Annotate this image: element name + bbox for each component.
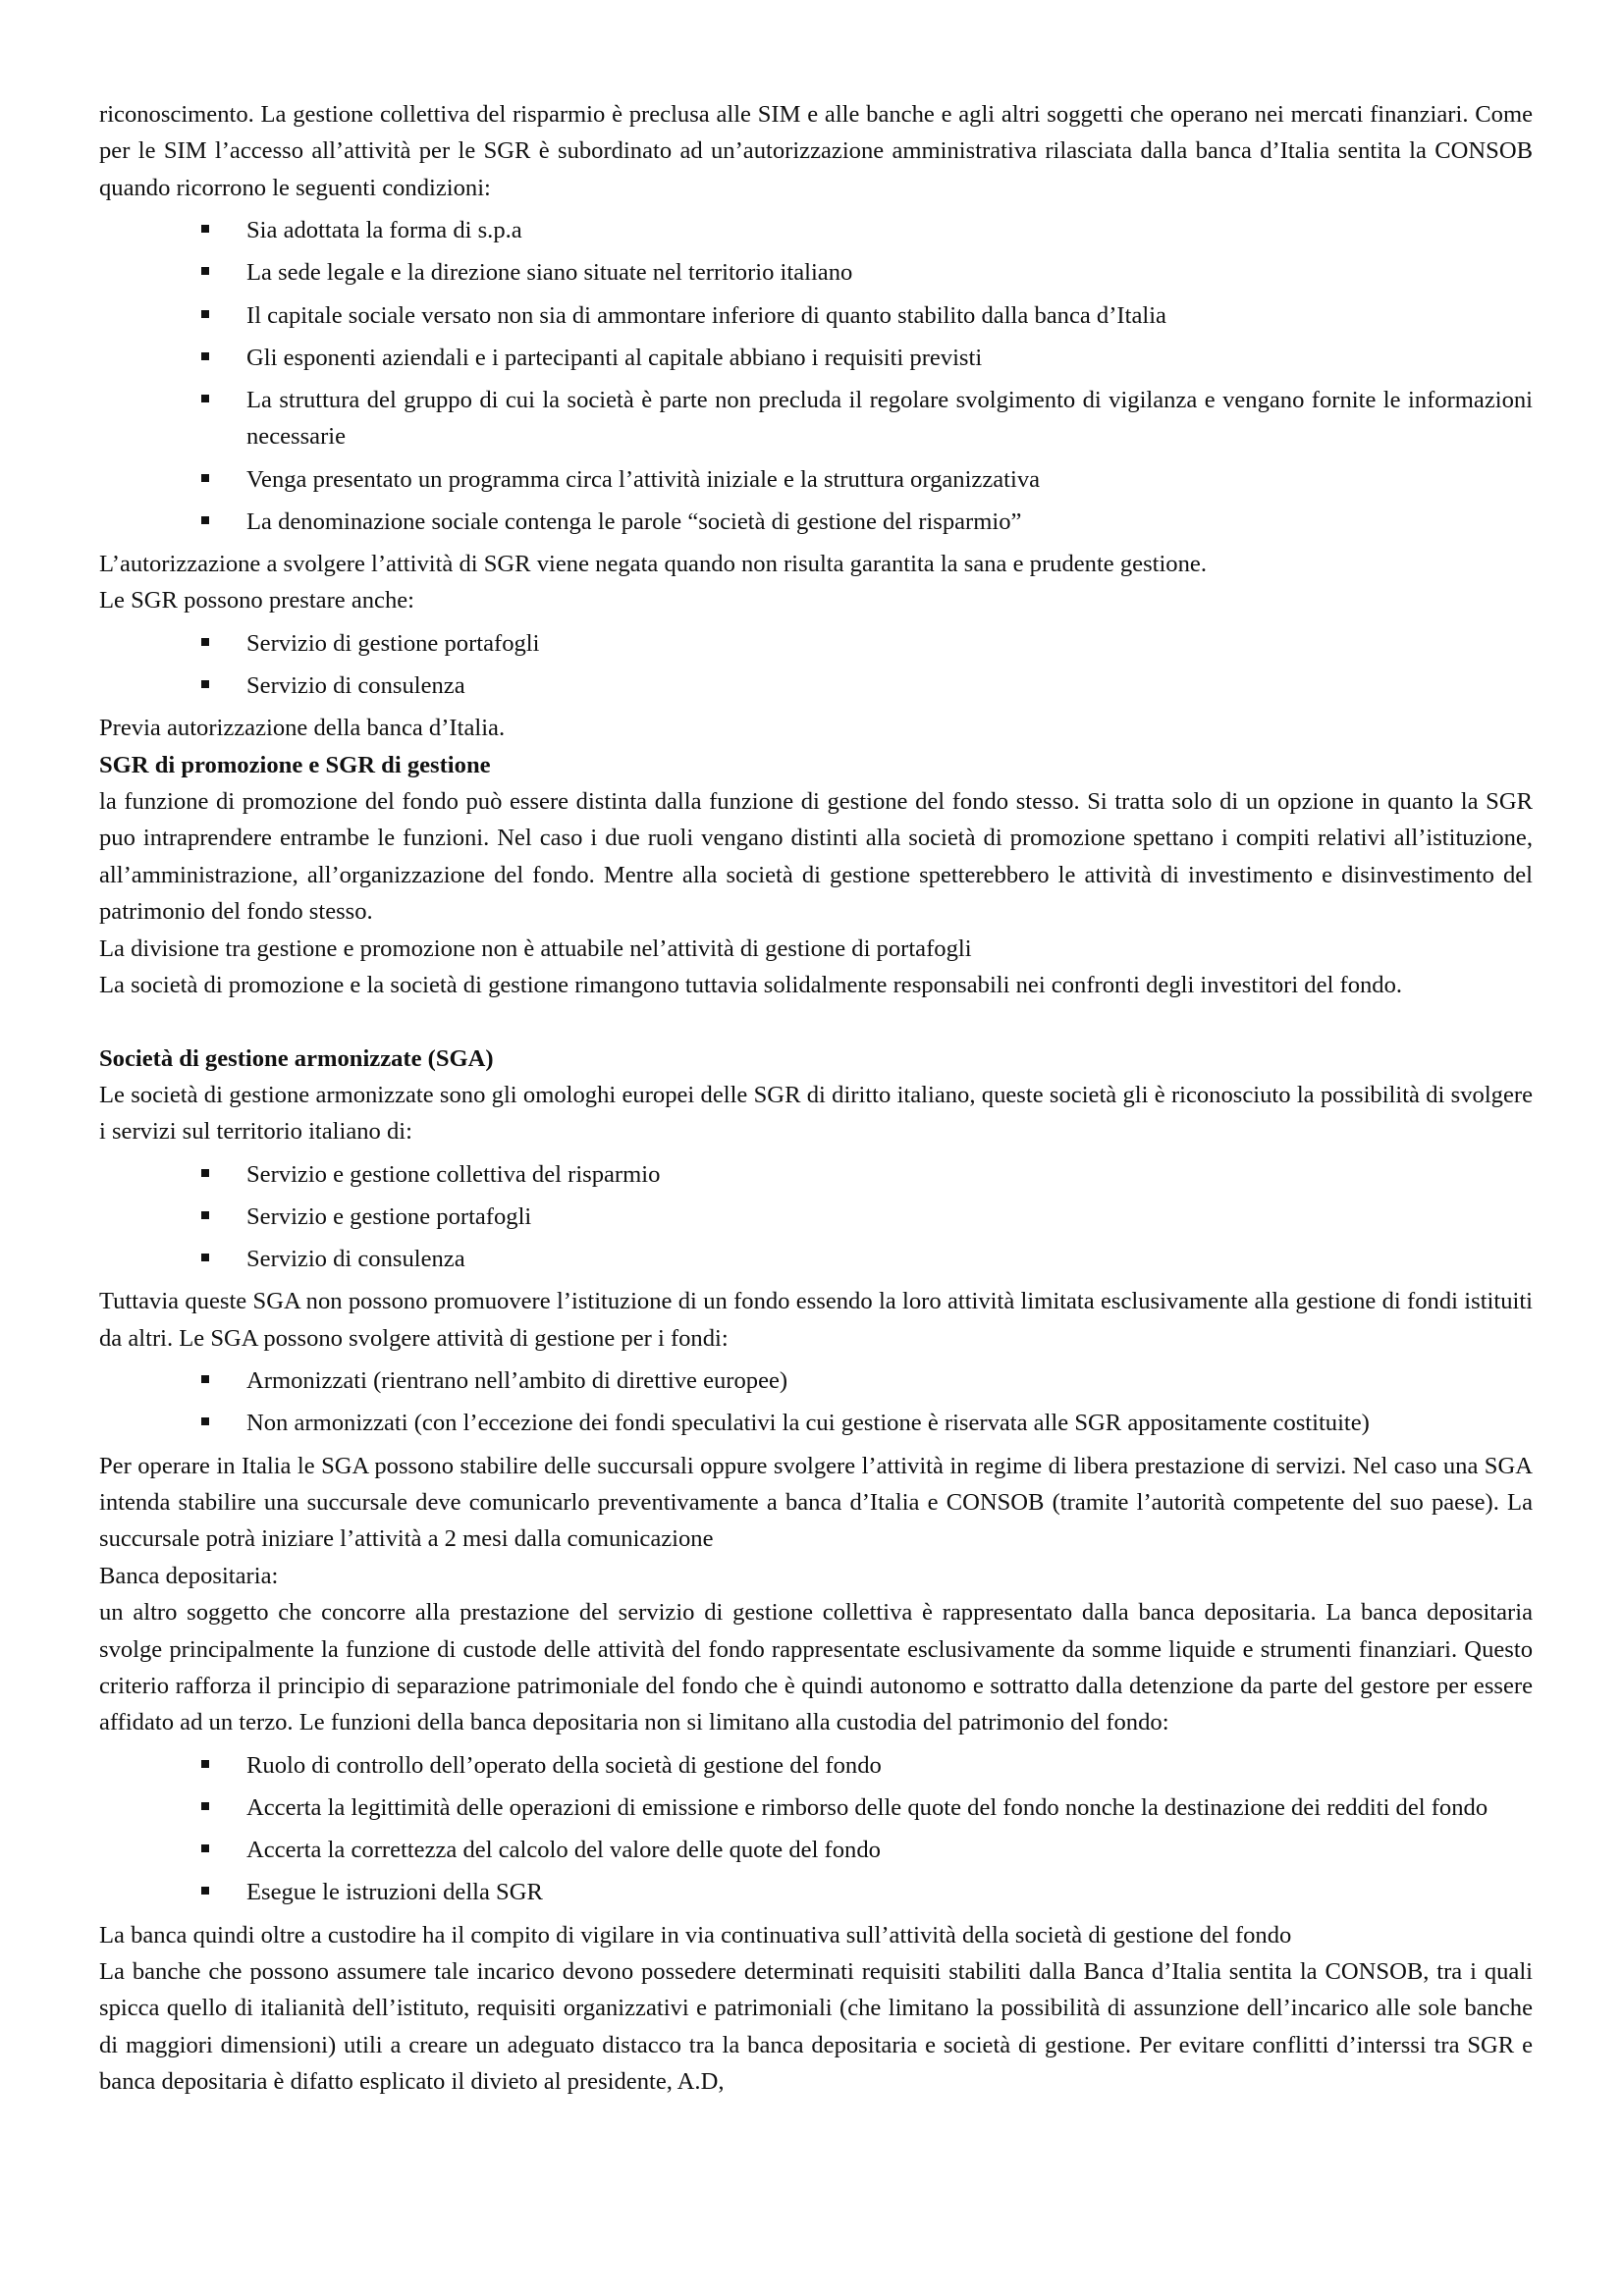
sga-services-list [99, 1156, 1533, 1278]
sga-italy-paragraph: Per operare in Italia le SGA possono stabilire delle succursali oppure svolgere l’attività in regime di libera prestazione di servizi. Nel caso una SGA intenda stabilire una succursale deve comunicarlo preventivamente a banca d’Italia e CONSOB (tramite l’autorità competente del suo paese). La succursale potrà iniziare l’attività a 2 mesi dalla comunicazione [99, 1452, 1533, 1553]
auth-denied-line: L’autorizzazione a svolgere l’attività di SGR viene negata quando non risulta garantita la sana e prudente gestione. [99, 551, 1207, 578]
list-item: Servizio di consulenza [246, 1241, 1533, 1277]
solidal-line: La società di promozione e la società di gestione rimangono tuttavia solidalmente responsabili nei confronti degli investitori del fondo. [99, 972, 1403, 999]
list-item: Servizio e gestione collettiva del risparmio [246, 1156, 1533, 1193]
intro-paragraph: riconoscimento. La gestione collettiva del risparmio è preclusa alle SIM e alle banche e agli altri soggetti che operano nei mercati finanziari. Come per le SIM l’accesso all’attività per le SGR è subordinato ad un’autorizzazione amministrativa rilasciata dalla banca d’Italia sentita la CONSOB quando ricorrono le seguenti condizioni: [99, 101, 1533, 201]
list-item: La sede legale e la direzione siano situate nel territorio italiano [246, 254, 1533, 291]
list-item: La denominazione sociale contenga le parole “società di gestione del risparmio” [246, 504, 1533, 540]
list-item: Servizio di consulenza [246, 667, 1533, 704]
list-item: Accerta la correttezza del calcolo del valore delle quote del fondo [246, 1832, 1533, 1868]
list-item: Ruolo di controllo dell’operato della società di gestione del fondo [246, 1747, 1533, 1784]
list-item: Accerta la legittimità delle operazioni di emissione e rimborso delle quote del fondo nonche la destinazione dei redditi del fondo [246, 1789, 1533, 1826]
paragraph-gap [99, 1004, 1533, 1041]
list-item: Servizio e gestione portafogli [246, 1199, 1533, 1235]
document-page [99, 96, 1533, 2101]
heading-sga: Società di gestione armonizzate (SGA) [99, 1044, 494, 1072]
promozione-paragraph: la funzione di promozione del fondo può essere distinta dalla funzione di gestione del fondo stesso. Si tratta solo di un opzione in quanto la SGR puo intraprendere entrambe le funzioni. Nel caso i due ruoli vengano distinti alla società di promozione spettano i compiti relativi all’istituzione, all’amministrazione, all’organizzazione del fondo. Mentre alla società di gestione spetterebbero le attività di investimento e disinvestimento del patrimonio del fondo stesso. [99, 788, 1533, 926]
division-line: La divisione tra gestione e promozione non è attuabile nel’attività di gestione di portafogli [99, 934, 972, 962]
list-item: Esegue le istruzioni della SGR [246, 1874, 1533, 1910]
list-item: Venga presentato un programma circa l’attività iniziale e la struttura organizzativa [246, 461, 1533, 498]
list-item: Sia adottata la forma di s.p.a [246, 212, 1533, 248]
banca-functions-list [99, 1747, 1533, 1911]
heading-promozione: SGR di promozione e SGR di gestione [99, 751, 491, 778]
list-item: Servizio di gestione portafogli [246, 625, 1533, 662]
list-item: Il capitale sociale versato non sia di ammontare inferiore di quanto stabilito dalla banca d’Italia [246, 297, 1533, 334]
list-item: La struttura del gruppo di cui la società è parte non precluda il regolare svolgimento di vigilanza e vengano fornite le informazioni necessarie [246, 382, 1533, 455]
prior-auth-line: Previa autorizzazione della banca d’Italia. [99, 715, 506, 742]
list-item: Gli esponenti aziendali e i partecipanti al capitale abbiano i requisiti previsti [246, 340, 1533, 376]
list-item: Armonizzati (rientrano nell’ambito di direttive europee) [246, 1362, 1533, 1399]
sgr-also-line: Le SGR possono prestare anche: [99, 587, 415, 614]
banca-requisiti-paragraph: La banche che possono assumere tale incarico devono possedere determinati requisiti stabiliti dalla Banca d’Italia sentita la CONSOB, tra i quali spicca quello di italianità dell’istituto, requisiti organizzativi e patrimoniali (che limitano la possibilità di assunzione dell’incarico alle sole banche di maggiori dimensioni) utili a creare un adeguato distacco tra la banca depositaria e società di gestione. Per evitare conflitti d’interssi tra SGR e banca depositaria è difatto esplicato il divieto al presidente, A.D, [99, 1958, 1533, 2096]
heading-banca: Banca depositaria: [99, 1562, 279, 1589]
banca-paragraph: un altro soggetto che concorre alla prestazione del servizio di gestione collettiva è rappresentato dalla banca depositaria. La banca depositaria svolge principalmente la funzione di custode delle attività del fondo rappresentate esclusivamente da somme liquide e strumenti finanziari. Questo criterio rafforza il principio di separazione patrimoniale del fondo che è quindi autonomo e sottratto dalla detenzione da parte del gestore per essere affidato ad un terzo. Le funzioni della banca depositaria non si limitano alla custodia del patrimonio del fondo: [99, 1599, 1533, 1736]
banca-vigilanza-line: La banca quindi oltre a custodire ha il compito di vigilare in via continuativa sull’attività della società di gestione del fondo [99, 1921, 1292, 1949]
sga-funds-list [99, 1362, 1533, 1442]
sga-paragraph: Le società di gestione armonizzate sono gli omologhi europei delle SGR di diritto italiano, queste società gli è riconosciuto la possibilità di svolgere i servizi sul territorio italiano di: [99, 1081, 1533, 1146]
conditions-list [99, 212, 1533, 540]
sgr-services-list [99, 625, 1533, 705]
list-item: Non armonizzati (con l’eccezione dei fondi speculativi la cui gestione è riservata alle SGR appositamente costituite) [246, 1405, 1533, 1441]
sga-limits-paragraph: Tuttavia queste SGA non possono promuovere l’istituzione di un fondo essendo la loro attività limitata esclusivamente alla gestione di fondi istituiti da altri. Le SGA possono svolgere attività di gestione per i fondi: [99, 1288, 1533, 1352]
